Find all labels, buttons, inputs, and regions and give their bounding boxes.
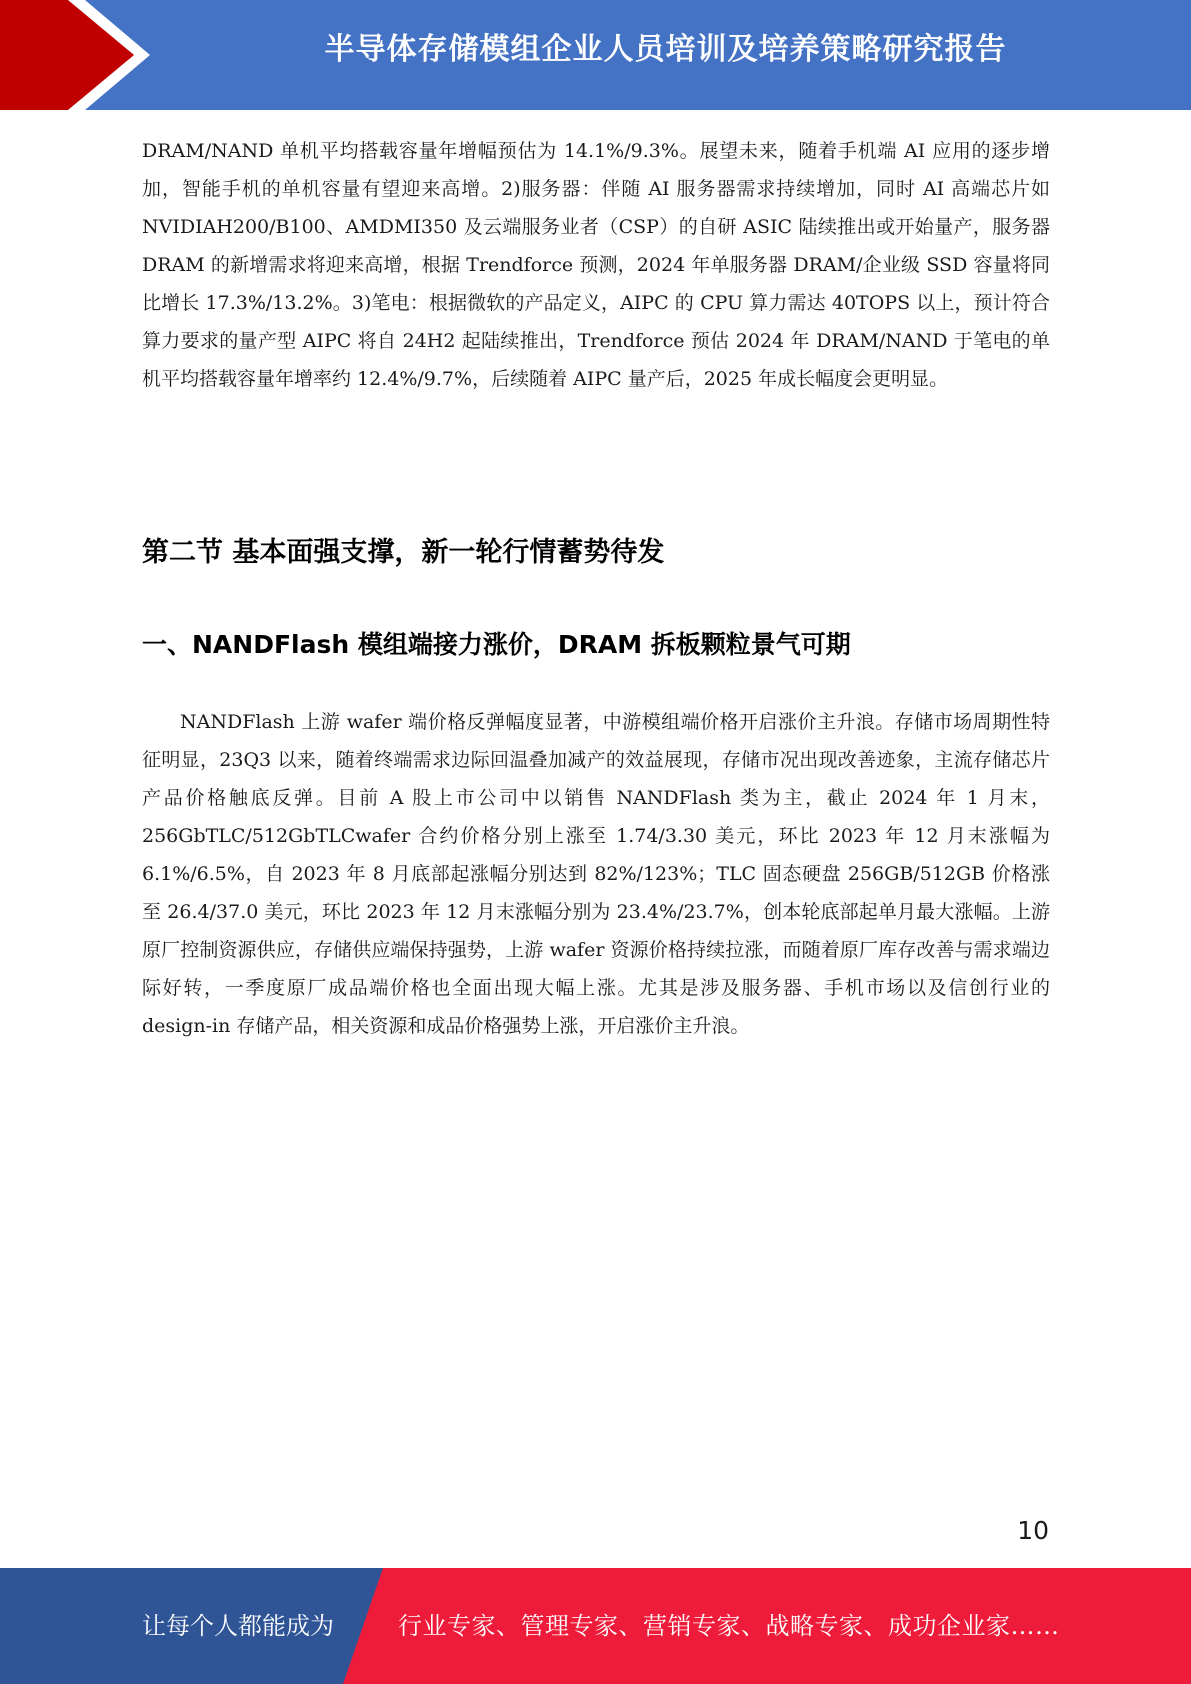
footer-slogan-left: 让每个人都能成为 bbox=[142, 1612, 334, 1640]
body-paragraph-block-1 bbox=[142, 132, 1050, 398]
header-banner bbox=[0, 0, 1191, 110]
body-paragraph: NANDFlash 上游 wafer 端价格反弹幅度显著，中游模组端价格开启涨价主升浪。存储市场周期性特征明显，23Q3 以来，随着终端需求边际回温叠加减产的效益展现，存储市况出现改善迹象，主流存储芯片产品价格触底反弹。目前 A 股上市公司中以销售 NANDFlash 类为主，截止 2024 年 1 月末，256GbTLC/512GbTLCwafer 合约价格分别上涨至 1.74/3.30 美元，环比 2023 年 12 月末涨幅为 6.1%/6.5%，自 2023 年 8 月底部起涨幅分别达到 82%/123%；TLC 固态硬盘 256GB/512GB 价格涨至 26.4/37.0 美元，环比 2023 年 12 月末涨幅分别为 23.4%/23.7%，创本轮底部起单月最大涨幅。上游原厂控制资源供应，存储供应端保持强势，上游 wafer 资源价格持续拉涨，而随着原厂库存改善与需求端边际好转，一季度原厂成品端价格也全面出现大幅上涨。尤其是涉及服务器、手机市场以及信创行业的 design-in 存储产品，相关资源和成品价格强势上涨，开启涨价主升浪。 bbox=[142, 711, 1050, 1037]
footer-banner bbox=[0, 1568, 1191, 1684]
sub-heading: 一、NANDFlash 模组端接力涨价，DRAM 拆板颗粒景气可期 bbox=[142, 630, 851, 659]
body-paragraph-block-2 bbox=[142, 703, 1050, 1045]
section-heading: 第二节 基本面强支撑，新一轮行情蓄势待发 bbox=[142, 537, 665, 568]
report-title: 半导体存储模组企业人员培训及培养策略研究报告 bbox=[324, 32, 1007, 67]
page-number: 10 bbox=[1017, 1516, 1049, 1545]
footer-slogan-right: 行业专家、管理专家、营销专家、战略专家、成功企业家…… bbox=[398, 1612, 1060, 1640]
body-paragraph: DRAM/NAND 单机平均搭载容量年增幅预估为 14.1%/9.3%。展望未来，随着手机端 AI 应用的逐步增加，智能手机的单机容量有望迎来高增。2)服务器：伴随 AI 服务器需求持续增加，同时 AI 高端芯片如 NVIDIAH200/B100、AMDMI350 及云端服务业者（CSP）的自研 ASIC 陆续推出或开始量产，服务器 DRAM 的新增需求将迎来高增，根据 Trendforce 预测，2024 年单服务器 DRAM/企业级 SSD 容量将同比增长 17.3%/13.2%。3)笔电：根据微软的产品定义，AIPC 的 CPU 算力需达 40TOPS 以上，预计符合算力要求的量产型 AIPC 将自 24H2 起陆续推出，Trendforce 预估 2024 年 DRAM/NAND 于笔电的单机平均搭载容量年增率约 12.4%/9.7%，后续随着 AIPC 量产后，2025 年成长幅度会更明显。 bbox=[142, 140, 1050, 390]
